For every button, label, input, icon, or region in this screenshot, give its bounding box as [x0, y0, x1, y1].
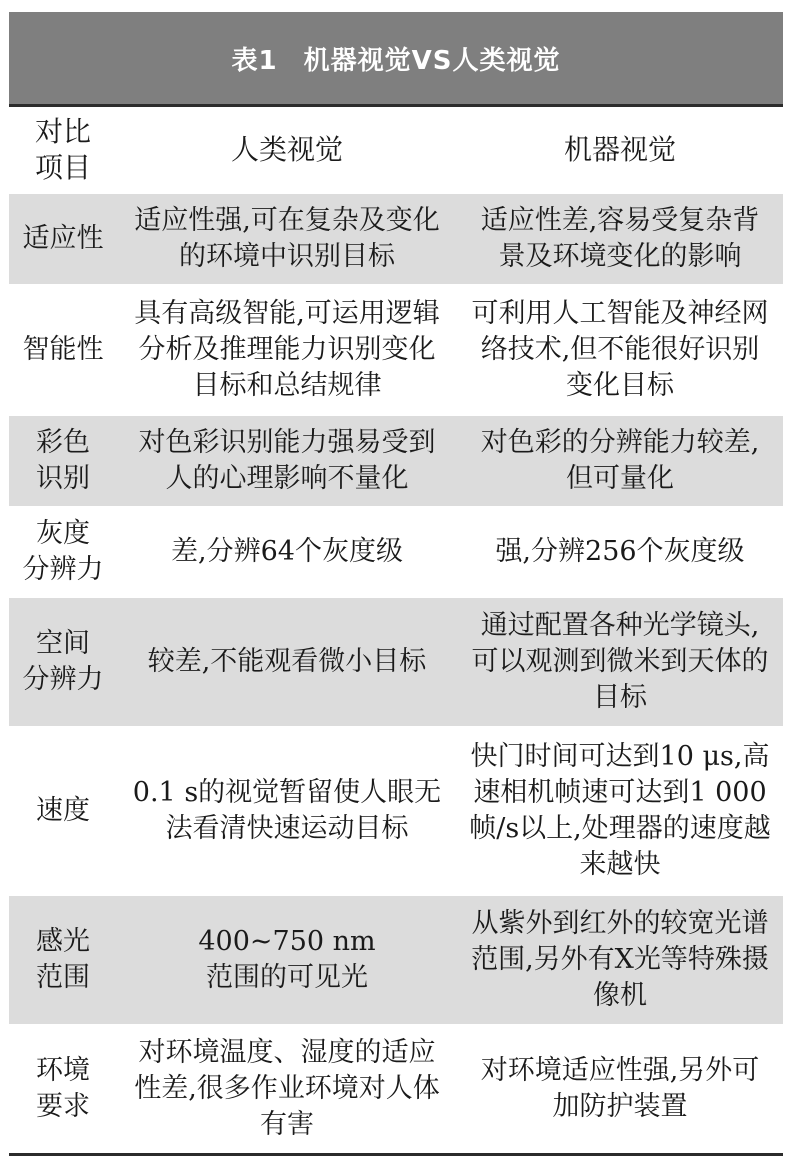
table-row — [9, 416, 783, 508]
row-human: 较差,不能观看微小目标 — [147, 646, 427, 677]
table-header-row — [9, 107, 783, 194]
table-title-number: 表1 — [231, 45, 278, 76]
row-human: 对环境温度、湿度的适应性差,很多作业环境对人体有害 — [134, 1036, 440, 1140]
row-human: 对色彩识别能力强易受到人的心理影响不量化 — [138, 427, 436, 494]
table-title — [9, 12, 783, 104]
row-item: 环境 要求 — [36, 1054, 90, 1122]
table-row — [9, 1026, 783, 1153]
row-human: 0.1 s的视觉暂留使人眼无法看清快速运动目标 — [132, 777, 442, 844]
row-item: 智能性 — [22, 334, 104, 365]
table-row — [9, 286, 783, 416]
table-row — [9, 728, 783, 896]
row-machine: 适应性差,容易受复杂背景及环境变化的影响 — [480, 205, 760, 272]
row-machine: 通过配置各种光学镜头,可以观测到微米到天体的目标 — [471, 610, 769, 713]
row-human: 400~750 nm 范围的可见光 — [198, 926, 376, 993]
row-machine: 对色彩的分辨能力较差,但可量化 — [480, 427, 760, 494]
row-human: 差,分辨64个灰度级 — [171, 536, 403, 567]
row-item: 空间 分辨力 — [22, 628, 104, 695]
header-machine: 机器视觉 — [563, 132, 676, 166]
table-row — [9, 896, 783, 1026]
row-machine: 强,分辨256个灰度级 — [495, 536, 745, 567]
header-human: 人类视觉 — [230, 132, 343, 166]
comparison-table — [9, 12, 783, 1156]
row-human: 具有高级智能,可运用逻辑分析及推理能力识别变化目标和总结规律 — [134, 298, 440, 401]
row-human: 适应性强,可在复杂及变化的环境中识别目标 — [134, 205, 440, 272]
row-item: 速度 — [36, 795, 90, 826]
row-machine: 从紫外到红外的较宽光谱范围,另外有X光等特殊摄像机 — [471, 908, 769, 1011]
table-row — [9, 598, 783, 728]
table-row — [9, 508, 783, 598]
row-machine: 快门时间可达到10 μs,高速相机帧速可达到1 000帧/s以上,处理器的速度越来越快 — [469, 741, 771, 880]
header-item: 对比 项目 — [34, 114, 91, 184]
row-item: 适应性 — [22, 223, 104, 254]
row-machine: 对环境适应性强,另外可加防护装置 — [480, 1054, 760, 1122]
row-item: 灰度 分辨力 — [22, 518, 104, 585]
row-item: 感光 范围 — [36, 926, 90, 993]
table-title-text: 机器视觉VS人类视觉 — [303, 45, 561, 76]
row-machine: 可利用人工智能及神经网络技术,但不能很好识别变化目标 — [471, 298, 769, 401]
row-item: 彩色 识别 — [36, 427, 90, 494]
table-row — [9, 194, 783, 286]
